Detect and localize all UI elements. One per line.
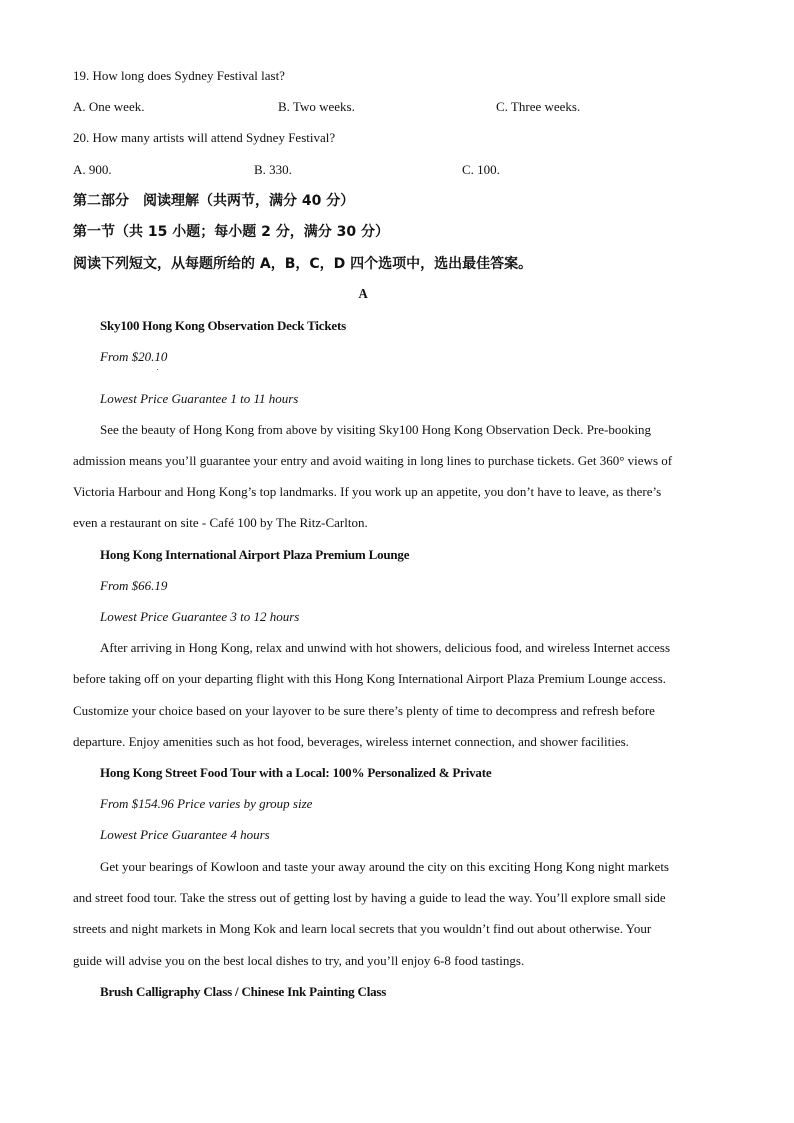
item-price: From $154.96 Price varies by group size: [100, 796, 313, 811]
paragraph-line: departure. Enjoy amenities such as hot food, beverages, wireless internet connection, and shower facilities.: [73, 734, 629, 749]
paragraph-line: Victoria Harbour and Hong Kong’s top landmarks. If you work up an appetite, you don’t have to leave, as there’s: [73, 484, 662, 499]
question-19: 19. How long does Sydney Festival last?: [73, 68, 285, 83]
item-price: From $20.10: [100, 349, 168, 364]
section-title: 第一节（共 15 小题；每小题 2 分，满分 30 分）: [73, 224, 389, 240]
item-title: Sky100 Hong Kong Observation Deck Tickets: [100, 318, 346, 333]
part-title: 第二部分 阅读理解（共两节，满分 40 分）: [73, 193, 355, 209]
passage-label: A: [358, 287, 368, 302]
q19-option-b: B. Two weeks.: [278, 99, 355, 114]
instructions: 阅读下列短文，从每题所给的 A，B，C，D 四个选项中，选出最佳答案。: [73, 256, 533, 272]
item-guarantee: Lowest Price Guarantee 1 to 11 hours: [100, 391, 299, 406]
q20-option-a: A. 900.: [73, 162, 112, 177]
paragraph-line: Customize your choice based on your layover to be sure there’s plenty of time to decompress and refresh before: [73, 703, 655, 718]
item-price: From $66.19: [100, 578, 168, 593]
paragraph-line: See the beauty of Hong Kong from above by visiting Sky100 Hong Kong Observation Deck. Pre-booking: [100, 422, 651, 437]
q19-option-c: C. Three weeks.: [496, 99, 581, 114]
stray-mark: [157, 369, 158, 370]
paragraph-line: admission means you’ll guarantee your entry and avoid waiting in long lines to purchase tickets. Get 360° views of: [73, 453, 673, 468]
q20-option-c: C. 100.: [462, 162, 500, 177]
item-guarantee: Lowest Price Guarantee 3 to 12 hours: [100, 609, 300, 624]
paragraph-line: Get your bearings of Kowloon and taste your away around the city on this exciting Hong Kong night markets: [100, 859, 669, 874]
paragraph-line: even a restaurant on site - Café 100 by The Ritz-Carlton.: [73, 515, 368, 530]
paragraph-line: and street food tour. Take the stress out of getting lost by having a guide to lead the way. You’ll explore small side: [73, 890, 666, 905]
q19-option-a: A. One week.: [73, 99, 145, 114]
item-title: Hong Kong Street Food Tour with a Local: 100% Personalized & Private: [100, 765, 492, 780]
paragraph-line: before taking off on your departing flight with this Hong Kong International Airport Plaza Premium Lounge access.: [73, 672, 666, 686]
item-title: Hong Kong International Airport Plaza Premium Lounge: [100, 547, 410, 562]
item-guarantee: Lowest Price Guarantee 4 hours: [100, 827, 270, 842]
item-title: Brush Calligraphy Class / Chinese Ink Painting Class: [100, 984, 387, 999]
paragraph-line: After arriving in Hong Kong, relax and unwind with hot showers, delicious food, and wireless Internet access: [100, 640, 671, 655]
paragraph-line: streets and night markets in Mong Kok and learn local secrets that you wouldn’t find out about otherwise. Your: [73, 921, 652, 936]
paragraph-line: guide will advise you on the best local dishes to try, and you’ll enjoy 6-8 food tastings.: [73, 953, 525, 968]
question-20: 20. How many artists will attend Sydney Festival?: [73, 130, 336, 145]
q20-option-b: B. 330.: [254, 162, 292, 177]
